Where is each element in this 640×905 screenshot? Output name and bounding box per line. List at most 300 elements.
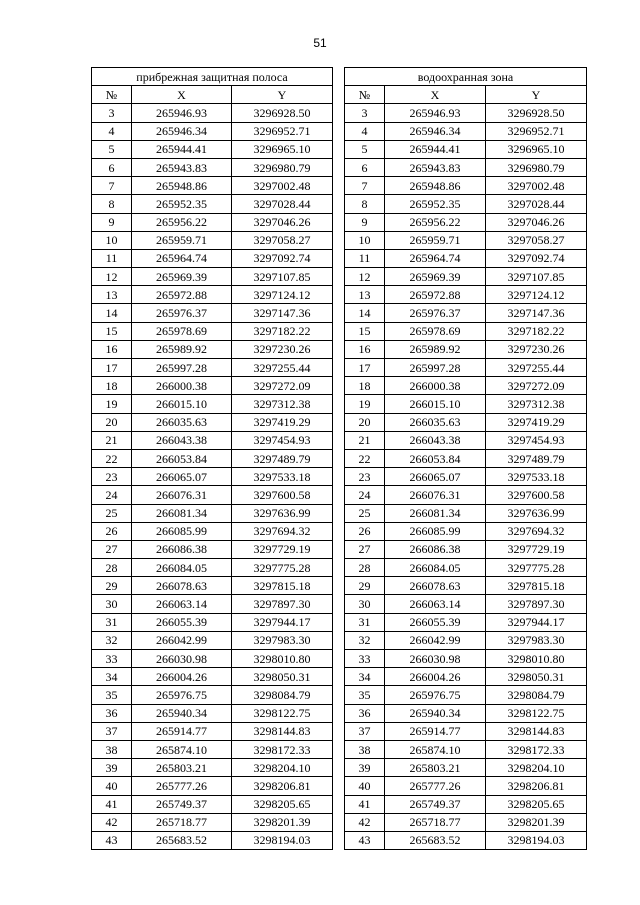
table-row	[345, 522, 587, 540]
point-number-cell: 11	[92, 249, 132, 267]
table-row	[345, 359, 587, 377]
water-protection-zone-table	[344, 67, 587, 850]
y-coordinate-cell: 3296928.50	[232, 104, 333, 122]
x-coordinate-cell: 265964.74	[132, 249, 232, 267]
y-coordinate-cell: 3297312.38	[486, 395, 587, 413]
y-coordinate-cell: 3298122.75	[232, 704, 333, 722]
point-number-cell: 27	[345, 540, 385, 558]
point-number-cell: 16	[92, 340, 132, 358]
x-coordinate-cell: 265976.37	[385, 304, 486, 322]
y-coordinate-cell: 3297983.30	[486, 631, 587, 649]
point-number-cell: 33	[345, 650, 385, 668]
x-coordinate-cell: 266053.84	[132, 449, 232, 467]
table-row	[92, 359, 333, 377]
y-coordinate-cell: 3297454.93	[486, 431, 587, 449]
y-coordinate-cell: 3298204.10	[486, 759, 587, 777]
table-row	[92, 759, 333, 777]
point-number-cell: 23	[345, 468, 385, 486]
x-coordinate-cell: 265777.26	[385, 777, 486, 795]
x-coordinate-cell: 266053.84	[385, 449, 486, 467]
y-coordinate-cell: 3297255.44	[486, 359, 587, 377]
table-row	[345, 286, 587, 304]
table-row	[345, 668, 587, 686]
x-coordinate-cell: 265944.41	[132, 140, 232, 158]
table-row	[345, 631, 587, 649]
x-coordinate-cell: 266081.34	[385, 504, 486, 522]
table-row	[92, 631, 333, 649]
point-number-cell: 40	[92, 777, 132, 795]
table-row	[345, 559, 587, 577]
table-row	[345, 340, 587, 358]
point-number-cell: 27	[92, 540, 132, 558]
point-number-cell: 16	[345, 340, 385, 358]
x-coordinate-cell: 266055.39	[385, 613, 486, 631]
table-row	[345, 813, 587, 831]
table-row	[92, 504, 333, 522]
x-coordinate-cell: 265803.21	[132, 759, 232, 777]
y-coordinate-cell: 3297230.26	[486, 340, 587, 358]
table-row	[92, 722, 333, 740]
table-row	[92, 231, 333, 249]
point-number-cell: 36	[345, 704, 385, 722]
point-number-cell: 25	[92, 504, 132, 522]
y-coordinate-cell: 3297312.38	[232, 395, 333, 413]
point-number-cell: 20	[92, 413, 132, 431]
table-row	[92, 704, 333, 722]
point-number-cell: 12	[92, 268, 132, 286]
point-number-cell: 23	[92, 468, 132, 486]
y-coordinate-cell: 3298205.65	[486, 795, 587, 813]
point-number-cell: 12	[345, 268, 385, 286]
coastal-strip-table	[91, 67, 333, 850]
y-coordinate-cell: 3297107.85	[486, 268, 587, 286]
y-coordinate-cell: 3297694.32	[232, 522, 333, 540]
x-coordinate-cell: 266086.38	[385, 540, 486, 558]
table-row	[92, 340, 333, 358]
point-number-cell: 43	[345, 831, 385, 849]
point-number-cell: 18	[345, 377, 385, 395]
table-row	[92, 104, 333, 122]
x-coordinate-cell: 265989.92	[132, 340, 232, 358]
y-coordinate-cell: 3298194.03	[232, 831, 333, 849]
x-coordinate-cell: 265969.39	[385, 268, 486, 286]
x-coordinate-cell: 265718.77	[385, 813, 486, 831]
x-coordinate-cell: 265997.28	[385, 359, 486, 377]
x-coordinate-cell: 266085.99	[385, 522, 486, 540]
y-coordinate-cell: 3298084.79	[486, 686, 587, 704]
table-row	[92, 413, 333, 431]
y-coordinate-cell: 3297046.26	[486, 213, 587, 231]
point-number-cell: 29	[345, 577, 385, 595]
y-coordinate-cell: 3298050.31	[232, 668, 333, 686]
y-coordinate-cell: 3297775.28	[486, 559, 587, 577]
y-coordinate-cell: 3298194.03	[486, 831, 587, 849]
point-number-cell: 14	[345, 304, 385, 322]
y-coordinate-cell: 3297729.19	[232, 540, 333, 558]
point-number-cell: 37	[345, 722, 385, 740]
x-coordinate-cell: 265749.37	[132, 795, 232, 813]
point-number-cell: 34	[92, 668, 132, 686]
x-coordinate-cell: 265978.69	[385, 322, 486, 340]
x-coordinate-cell: 265948.86	[385, 177, 486, 195]
y-coordinate-cell: 3297124.12	[232, 286, 333, 304]
x-coordinate-cell: 266015.10	[132, 395, 232, 413]
table-row	[345, 759, 587, 777]
table-row	[92, 686, 333, 704]
table-row	[92, 213, 333, 231]
y-coordinate-cell: 3298144.83	[486, 722, 587, 740]
table-row	[345, 722, 587, 740]
x-coordinate-cell: 265943.83	[385, 158, 486, 176]
table-row	[345, 704, 587, 722]
x-coordinate-cell: 266042.99	[385, 631, 486, 649]
y-coordinate-cell: 3297775.28	[232, 559, 333, 577]
y-coordinate-cell: 3296952.71	[232, 122, 333, 140]
x-coordinate-cell: 266085.99	[132, 522, 232, 540]
header-y: Y	[486, 86, 587, 104]
x-coordinate-cell: 265777.26	[132, 777, 232, 795]
x-coordinate-cell: 265964.74	[385, 249, 486, 267]
table-row	[345, 777, 587, 795]
point-number-cell: 17	[92, 359, 132, 377]
point-number-cell: 15	[345, 322, 385, 340]
table-row	[345, 395, 587, 413]
y-coordinate-cell: 3296965.10	[232, 140, 333, 158]
point-number-cell: 39	[345, 759, 385, 777]
x-coordinate-cell: 265944.41	[385, 140, 486, 158]
table-row	[92, 777, 333, 795]
table-row	[92, 650, 333, 668]
y-coordinate-cell: 3297272.09	[486, 377, 587, 395]
x-coordinate-cell: 265976.37	[132, 304, 232, 322]
point-number-cell: 15	[92, 322, 132, 340]
point-number-cell: 42	[92, 813, 132, 831]
y-coordinate-cell: 3297046.26	[232, 213, 333, 231]
table-row	[92, 286, 333, 304]
x-coordinate-cell: 266030.98	[385, 650, 486, 668]
point-number-cell: 39	[92, 759, 132, 777]
x-coordinate-cell: 265874.10	[132, 740, 232, 758]
x-coordinate-cell: 266015.10	[385, 395, 486, 413]
y-coordinate-cell: 3298206.81	[232, 777, 333, 795]
table-row	[345, 140, 587, 158]
x-coordinate-cell: 266078.63	[385, 577, 486, 595]
point-number-cell: 38	[92, 740, 132, 758]
x-coordinate-cell: 266035.63	[385, 413, 486, 431]
table-row	[92, 158, 333, 176]
y-coordinate-cell: 3297533.18	[486, 468, 587, 486]
table-row	[345, 158, 587, 176]
x-coordinate-cell: 265946.93	[385, 104, 486, 122]
table-row	[345, 540, 587, 558]
x-coordinate-cell: 265940.34	[132, 704, 232, 722]
point-number-cell: 37	[92, 722, 132, 740]
point-number-cell: 26	[92, 522, 132, 540]
point-number-cell: 36	[92, 704, 132, 722]
x-coordinate-cell: 265978.69	[132, 322, 232, 340]
point-number-cell: 26	[345, 522, 385, 540]
y-coordinate-cell: 3297092.74	[232, 249, 333, 267]
x-coordinate-cell: 266084.05	[132, 559, 232, 577]
water-protection-zone-rows	[345, 104, 587, 850]
y-coordinate-cell: 3297636.99	[486, 504, 587, 522]
table-row	[345, 213, 587, 231]
x-coordinate-cell: 265943.83	[132, 158, 232, 176]
table-row	[345, 795, 587, 813]
point-number-cell: 41	[92, 795, 132, 813]
point-number-cell: 4	[345, 122, 385, 140]
point-number-cell: 42	[345, 813, 385, 831]
x-coordinate-cell: 266063.14	[385, 595, 486, 613]
x-coordinate-cell: 265997.28	[132, 359, 232, 377]
point-number-cell: 21	[345, 431, 385, 449]
table-row	[345, 486, 587, 504]
x-coordinate-cell: 266065.07	[132, 468, 232, 486]
table-row	[345, 268, 587, 286]
table-row	[92, 249, 333, 267]
point-number-cell: 38	[345, 740, 385, 758]
table-row	[92, 831, 333, 849]
point-number-cell: 3	[345, 104, 385, 122]
x-coordinate-cell: 266084.05	[385, 559, 486, 577]
table-row	[345, 740, 587, 758]
x-coordinate-cell: 265952.35	[132, 195, 232, 213]
point-number-cell: 28	[92, 559, 132, 577]
x-coordinate-cell: 266076.31	[385, 486, 486, 504]
water-protection-zone-title: водоохранная зона	[345, 68, 587, 86]
y-coordinate-cell: 3297182.22	[232, 322, 333, 340]
x-coordinate-cell: 265956.22	[385, 213, 486, 231]
point-number-cell: 5	[92, 140, 132, 158]
y-coordinate-cell: 3298010.80	[486, 650, 587, 668]
point-number-cell: 40	[345, 777, 385, 795]
y-coordinate-cell: 3297533.18	[232, 468, 333, 486]
y-coordinate-cell: 3298122.75	[486, 704, 587, 722]
point-number-cell: 29	[92, 577, 132, 595]
table-row	[92, 468, 333, 486]
point-number-cell: 13	[92, 286, 132, 304]
y-coordinate-cell: 3297058.27	[232, 231, 333, 249]
table-row	[345, 686, 587, 704]
table-row	[92, 486, 333, 504]
point-number-cell: 10	[92, 231, 132, 249]
point-number-cell: 4	[92, 122, 132, 140]
x-coordinate-cell: 266004.26	[132, 668, 232, 686]
y-coordinate-cell: 3297002.48	[232, 177, 333, 195]
point-number-cell: 34	[345, 668, 385, 686]
table-row	[92, 613, 333, 631]
x-coordinate-cell: 265976.75	[132, 686, 232, 704]
point-number-cell: 30	[345, 595, 385, 613]
table-row	[92, 322, 333, 340]
x-coordinate-cell: 265874.10	[385, 740, 486, 758]
point-number-cell: 13	[345, 286, 385, 304]
point-number-cell: 10	[345, 231, 385, 249]
y-coordinate-cell: 3297600.58	[486, 486, 587, 504]
y-coordinate-cell: 3297944.17	[486, 613, 587, 631]
table-row	[92, 795, 333, 813]
y-coordinate-cell: 3297419.29	[486, 413, 587, 431]
y-coordinate-cell: 3297028.44	[486, 195, 587, 213]
table-row	[92, 122, 333, 140]
x-coordinate-cell: 266042.99	[132, 631, 232, 649]
y-coordinate-cell: 3298205.65	[232, 795, 333, 813]
point-number-cell: 20	[345, 413, 385, 431]
table-row	[345, 177, 587, 195]
point-number-cell: 8	[92, 195, 132, 213]
page-number: 51	[313, 36, 327, 50]
x-coordinate-cell: 266043.38	[385, 431, 486, 449]
header-y: Y	[232, 86, 333, 104]
y-coordinate-cell: 3297815.18	[232, 577, 333, 595]
x-coordinate-cell: 265976.75	[385, 686, 486, 704]
y-coordinate-cell: 3297897.30	[232, 595, 333, 613]
y-coordinate-cell: 3297944.17	[232, 613, 333, 631]
x-coordinate-cell: 265952.35	[385, 195, 486, 213]
y-coordinate-cell: 3297107.85	[232, 268, 333, 286]
x-coordinate-cell: 266035.63	[132, 413, 232, 431]
x-coordinate-cell: 265959.71	[132, 231, 232, 249]
point-number-cell: 14	[92, 304, 132, 322]
y-coordinate-cell: 3297028.44	[232, 195, 333, 213]
point-number-cell: 17	[345, 359, 385, 377]
table-row	[345, 122, 587, 140]
x-coordinate-cell: 266004.26	[385, 668, 486, 686]
table-row	[92, 395, 333, 413]
y-coordinate-cell: 3297272.09	[232, 377, 333, 395]
y-coordinate-cell: 3296980.79	[486, 158, 587, 176]
y-coordinate-cell: 3297454.93	[232, 431, 333, 449]
point-number-cell: 24	[345, 486, 385, 504]
point-number-cell: 19	[92, 395, 132, 413]
table-row	[92, 522, 333, 540]
x-coordinate-cell: 266063.14	[132, 595, 232, 613]
y-coordinate-cell: 3296928.50	[486, 104, 587, 122]
point-number-cell: 19	[345, 395, 385, 413]
table-row	[92, 140, 333, 158]
y-coordinate-cell: 3298172.33	[486, 740, 587, 758]
point-number-cell: 22	[92, 449, 132, 467]
x-coordinate-cell: 266086.38	[132, 540, 232, 558]
x-coordinate-cell: 266000.38	[132, 377, 232, 395]
y-coordinate-cell: 3297729.19	[486, 540, 587, 558]
x-coordinate-cell: 266078.63	[132, 577, 232, 595]
point-number-cell: 21	[92, 431, 132, 449]
table-row	[345, 304, 587, 322]
y-coordinate-cell: 3297182.22	[486, 322, 587, 340]
y-coordinate-cell: 3298172.33	[232, 740, 333, 758]
x-coordinate-cell: 266043.38	[132, 431, 232, 449]
table-row	[345, 449, 587, 467]
x-coordinate-cell: 265914.77	[385, 722, 486, 740]
table-row	[92, 377, 333, 395]
y-coordinate-cell: 3296965.10	[486, 140, 587, 158]
table-row	[92, 304, 333, 322]
x-coordinate-cell: 265959.71	[385, 231, 486, 249]
x-coordinate-cell: 265683.52	[132, 831, 232, 849]
y-coordinate-cell: 3297230.26	[232, 340, 333, 358]
header-number: №	[92, 86, 132, 104]
point-number-cell: 6	[92, 158, 132, 176]
x-coordinate-cell: 265946.34	[385, 122, 486, 140]
y-coordinate-cell: 3298201.39	[486, 813, 587, 831]
y-coordinate-cell: 3297419.29	[232, 413, 333, 431]
table-row	[92, 668, 333, 686]
point-number-cell: 22	[345, 449, 385, 467]
table-row	[92, 268, 333, 286]
x-coordinate-cell: 266030.98	[132, 650, 232, 668]
point-number-cell: 5	[345, 140, 385, 158]
y-coordinate-cell: 3297002.48	[486, 177, 587, 195]
point-number-cell: 32	[92, 631, 132, 649]
point-number-cell: 9	[345, 213, 385, 231]
table-row	[92, 177, 333, 195]
table-row	[345, 413, 587, 431]
y-coordinate-cell: 3297815.18	[486, 577, 587, 595]
point-number-cell: 3	[92, 104, 132, 122]
table-row	[92, 540, 333, 558]
table-row	[92, 195, 333, 213]
point-number-cell: 41	[345, 795, 385, 813]
y-coordinate-cell: 3297694.32	[486, 522, 587, 540]
point-number-cell: 7	[345, 177, 385, 195]
x-coordinate-cell: 266081.34	[132, 504, 232, 522]
point-number-cell: 24	[92, 486, 132, 504]
coastal-strip-title: прибрежная защитная полоса	[92, 68, 333, 86]
table-row	[345, 504, 587, 522]
x-coordinate-cell: 265683.52	[385, 831, 486, 849]
y-coordinate-cell: 3297058.27	[486, 231, 587, 249]
table-row	[345, 468, 587, 486]
point-number-cell: 31	[92, 613, 132, 631]
table-row	[92, 431, 333, 449]
x-coordinate-cell: 266076.31	[132, 486, 232, 504]
point-number-cell: 32	[345, 631, 385, 649]
table-row	[92, 577, 333, 595]
table-row	[345, 595, 587, 613]
x-coordinate-cell: 266055.39	[132, 613, 232, 631]
x-coordinate-cell: 265946.34	[132, 122, 232, 140]
point-number-cell: 7	[92, 177, 132, 195]
table-row	[345, 249, 587, 267]
point-number-cell: 30	[92, 595, 132, 613]
table-row	[345, 377, 587, 395]
y-coordinate-cell: 3296952.71	[486, 122, 587, 140]
y-coordinate-cell: 3298050.31	[486, 668, 587, 686]
header-x: X	[132, 86, 232, 104]
point-number-cell: 35	[345, 686, 385, 704]
point-number-cell: 33	[92, 650, 132, 668]
point-number-cell: 35	[92, 686, 132, 704]
point-number-cell: 31	[345, 613, 385, 631]
x-coordinate-cell: 265749.37	[385, 795, 486, 813]
x-coordinate-cell: 265969.39	[132, 268, 232, 286]
y-coordinate-cell: 3298206.81	[486, 777, 587, 795]
y-coordinate-cell: 3298201.39	[232, 813, 333, 831]
table-row	[92, 449, 333, 467]
table-row	[345, 231, 587, 249]
point-number-cell: 18	[92, 377, 132, 395]
x-coordinate-cell: 265956.22	[132, 213, 232, 231]
table-row	[92, 813, 333, 831]
x-coordinate-cell: 265972.88	[385, 286, 486, 304]
y-coordinate-cell: 3297255.44	[232, 359, 333, 377]
x-coordinate-cell: 265803.21	[385, 759, 486, 777]
x-coordinate-cell: 265948.86	[132, 177, 232, 195]
x-coordinate-cell: 265914.77	[132, 722, 232, 740]
y-coordinate-cell: 3296980.79	[232, 158, 333, 176]
y-coordinate-cell: 3297636.99	[232, 504, 333, 522]
